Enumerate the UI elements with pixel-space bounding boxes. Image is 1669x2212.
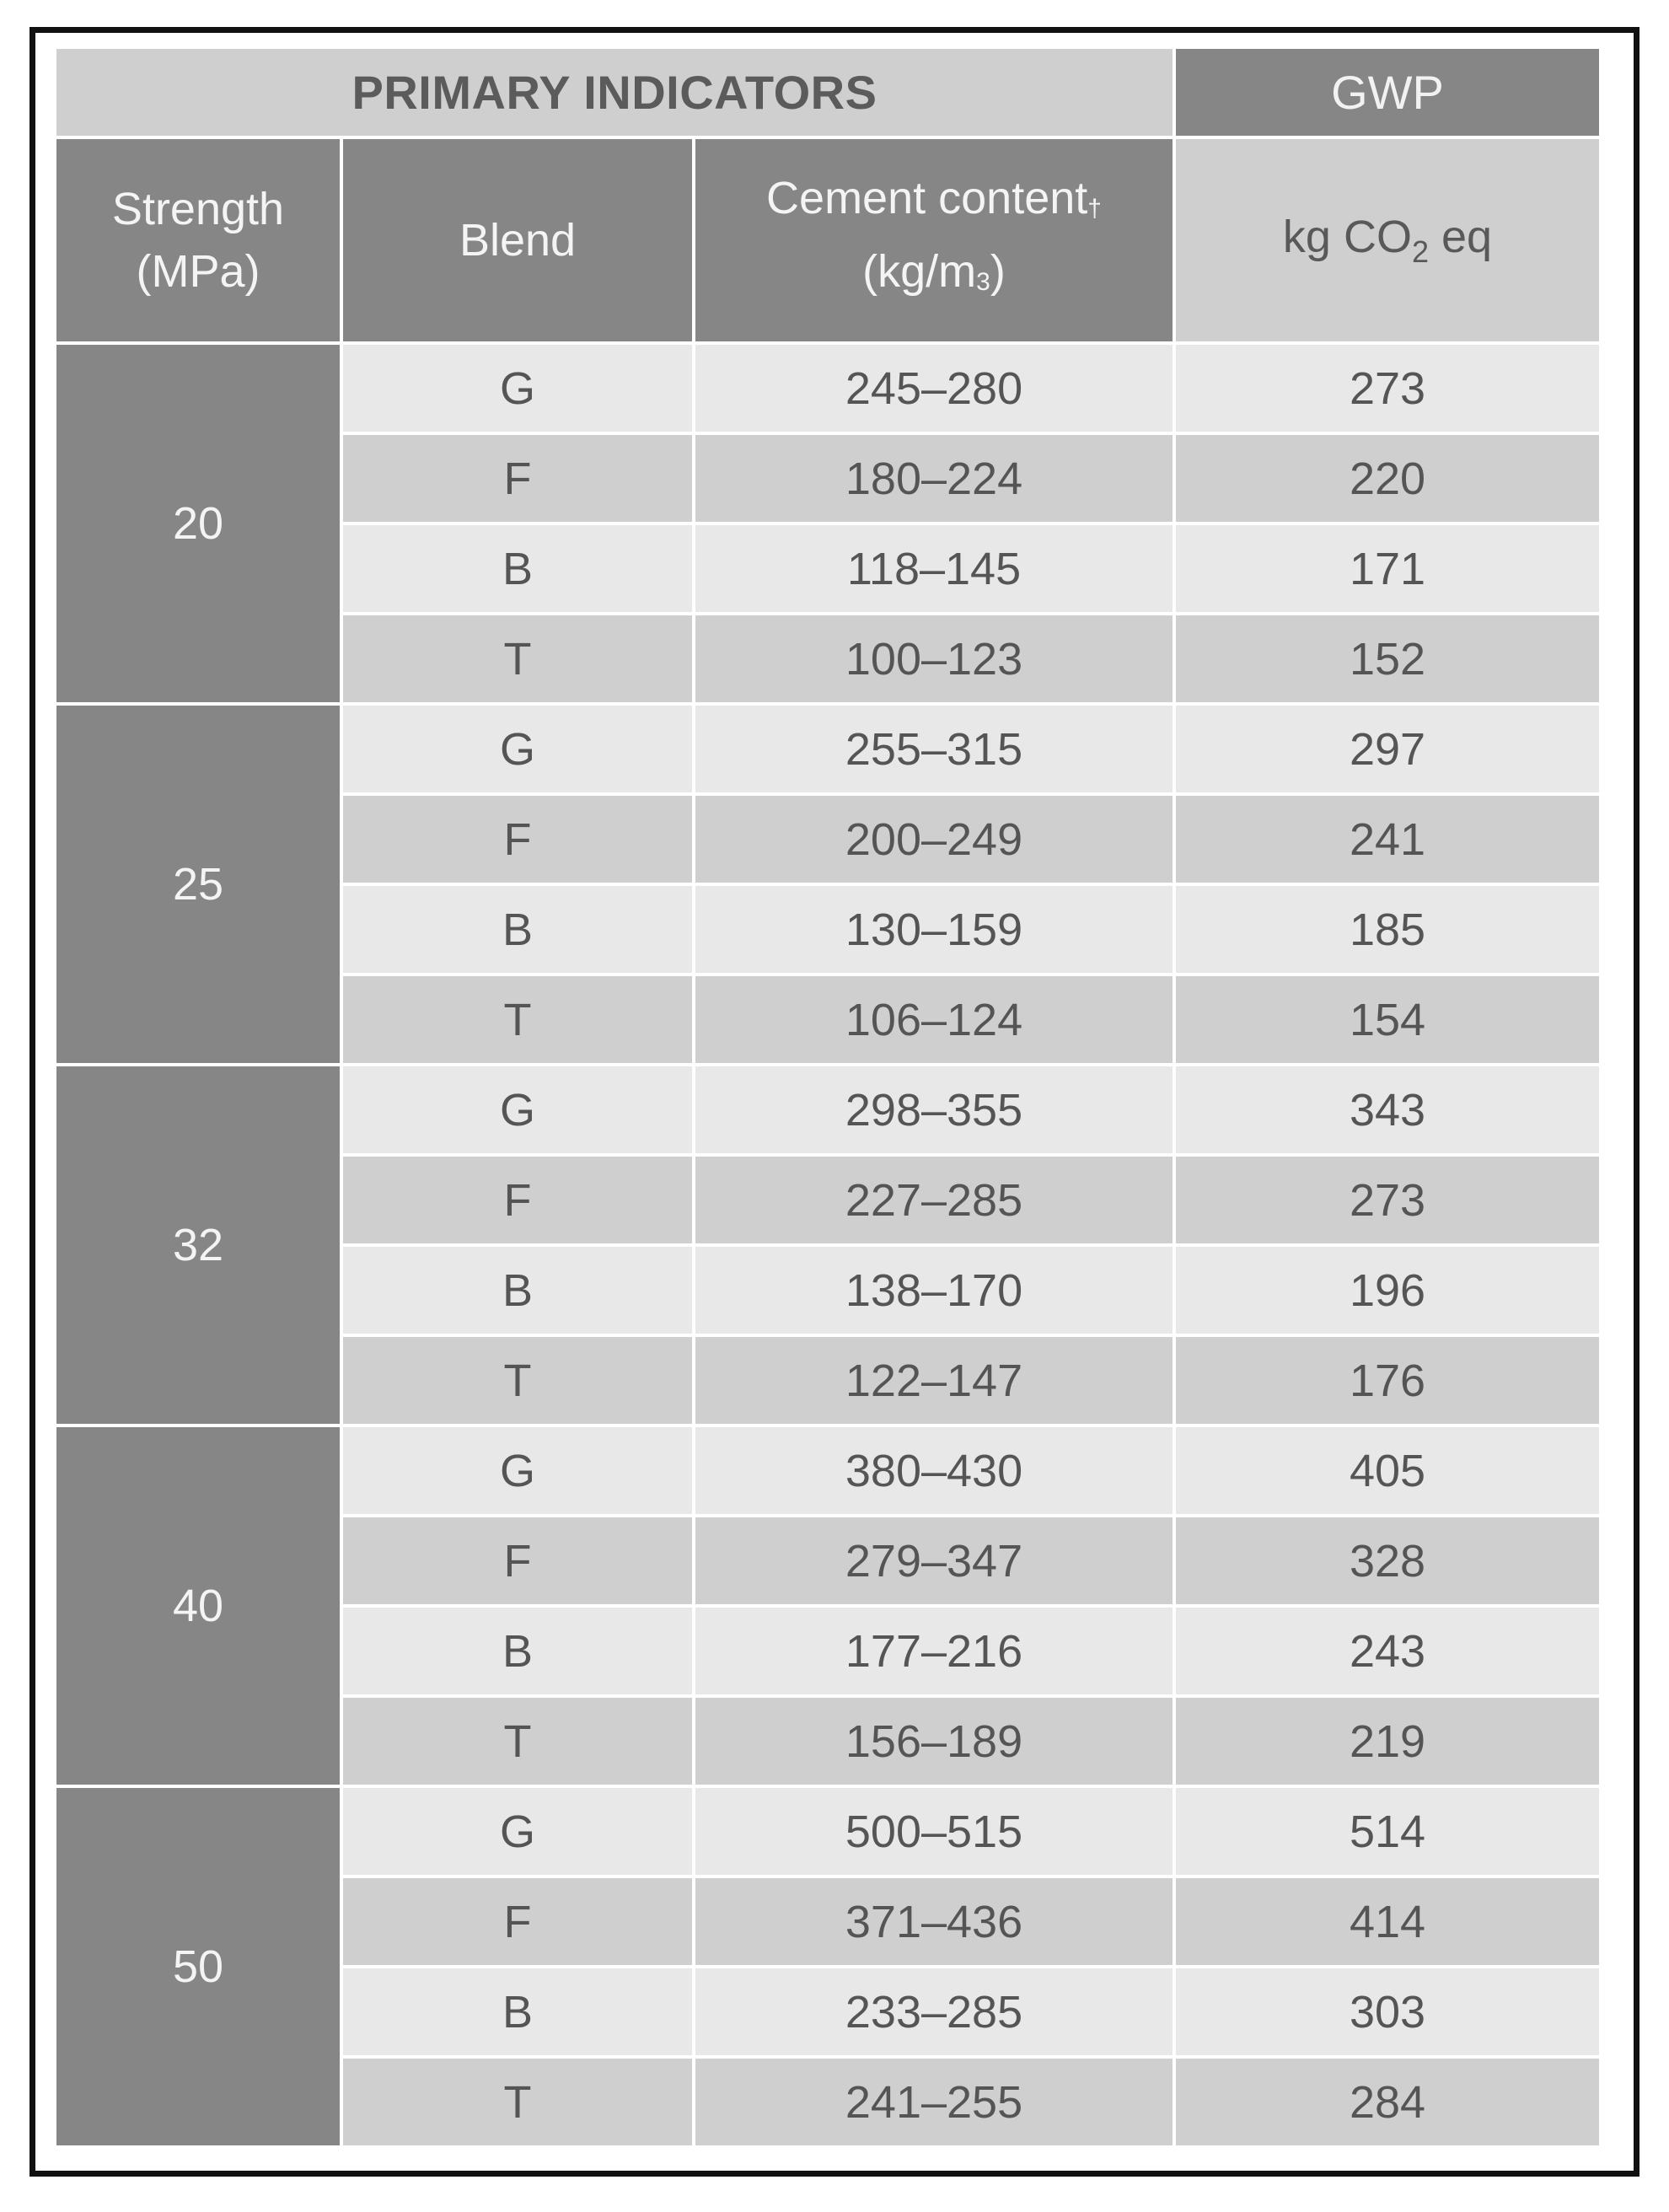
blend-cell: G xyxy=(343,706,692,792)
cement-content-cell: 200–249 xyxy=(695,796,1173,883)
blend-header: Blend xyxy=(343,139,692,341)
blend-cell: B xyxy=(343,886,692,973)
gwp-unit-b: eq xyxy=(1429,212,1493,263)
gwp-unit-header xyxy=(1176,139,1599,341)
cement-content-cell: 255–315 xyxy=(695,706,1173,792)
strength-header-line1: Strength xyxy=(111,184,285,234)
strength-cell: 25 xyxy=(56,706,340,1063)
primary-indicators-header: PRIMARY INDICATORS xyxy=(56,49,1173,136)
table-row xyxy=(56,1066,1599,1153)
strength-header xyxy=(56,139,340,341)
blend-cell: T xyxy=(343,976,692,1063)
table-row xyxy=(56,1788,1599,1875)
blend-cell: B xyxy=(343,525,692,612)
blend-cell: F xyxy=(343,1878,692,1965)
gwp-cell: 154 xyxy=(1176,976,1599,1063)
blend-cell: G xyxy=(343,1427,692,1514)
strength-cell: 32 xyxy=(56,1066,340,1424)
cement-content-cell: 177–216 xyxy=(695,1608,1173,1694)
cement-header-line1: Cement content xyxy=(766,173,1088,223)
blend-cell: G xyxy=(343,345,692,432)
strength-header-line2: (MPa) xyxy=(136,246,260,297)
gwp-cell: 405 xyxy=(1176,1427,1599,1514)
gwp-cell: 176 xyxy=(1176,1337,1599,1424)
cement-content-cell: 279–347 xyxy=(695,1517,1173,1604)
gwp-unit-sub: 2 xyxy=(1411,234,1429,269)
blend-cell: T xyxy=(343,1698,692,1785)
gwp-cell: 284 xyxy=(1176,2059,1599,2145)
strength-cell: 40 xyxy=(56,1427,340,1785)
blend-cell: T xyxy=(343,2059,692,2145)
blend-cell: F xyxy=(343,1517,692,1604)
gwp-header: GWP xyxy=(1176,49,1599,136)
gwp-cell: 219 xyxy=(1176,1698,1599,1785)
gwp-cell: 328 xyxy=(1176,1517,1599,1604)
gwp-cell: 297 xyxy=(1176,706,1599,792)
gwp-cell: 196 xyxy=(1176,1247,1599,1334)
gwp-cell: 273 xyxy=(1176,1157,1599,1243)
cement-content-cell: 380–430 xyxy=(695,1427,1173,1514)
gwp-cell: 273 xyxy=(1176,345,1599,432)
cement-header-unit-sub: 3 xyxy=(976,268,990,296)
blend-cell: F xyxy=(343,435,692,522)
indicators-table xyxy=(53,46,1602,2149)
cement-content-cell: 500–515 xyxy=(695,1788,1173,1875)
cement-content-cell: 298–355 xyxy=(695,1066,1173,1153)
cement-content-cell: 180–224 xyxy=(695,435,1173,522)
table-body xyxy=(56,345,1599,2145)
gwp-cell: 414 xyxy=(1176,1878,1599,1965)
blend-cell: F xyxy=(343,796,692,883)
gwp-cell: 152 xyxy=(1176,615,1599,702)
table-row xyxy=(56,345,1599,432)
cement-header-unit-a: (kg/m xyxy=(862,246,977,297)
blend-cell: F xyxy=(343,1157,692,1243)
cement-content-cell: 227–285 xyxy=(695,1157,1173,1243)
gwp-cell: 514 xyxy=(1176,1788,1599,1875)
cement-header-mark: † xyxy=(1087,195,1102,223)
cement-content-cell: 371–436 xyxy=(695,1878,1173,1965)
blend-cell: B xyxy=(343,1247,692,1334)
gwp-cell: 241 xyxy=(1176,796,1599,883)
blend-cell: T xyxy=(343,615,692,702)
gwp-cell: 220 xyxy=(1176,435,1599,522)
cement-content-cell: 118–145 xyxy=(695,525,1173,612)
gwp-cell: 303 xyxy=(1176,1968,1599,2055)
cement-content-cell: 122–147 xyxy=(695,1337,1173,1424)
cement-content-cell: 245–280 xyxy=(695,345,1173,432)
gwp-cell: 185 xyxy=(1176,886,1599,973)
blend-cell: B xyxy=(343,1608,692,1694)
cement-content-cell: 138–170 xyxy=(695,1247,1173,1334)
table-row xyxy=(56,1427,1599,1514)
cement-content-cell: 130–159 xyxy=(695,886,1173,973)
blend-cell: B xyxy=(343,1968,692,2055)
cement-content-cell: 106–124 xyxy=(695,976,1173,1063)
strength-cell: 20 xyxy=(56,345,340,702)
cement-header-unit-b: ) xyxy=(990,246,1006,297)
cement-content-cell: 241–255 xyxy=(695,2059,1173,2145)
strength-cell: 50 xyxy=(56,1788,340,2145)
cement-content-cell: 156–189 xyxy=(695,1698,1173,1785)
cement-content-cell: 233–285 xyxy=(695,1968,1173,2055)
gwp-cell: 243 xyxy=(1176,1608,1599,1694)
cement-content-header xyxy=(695,139,1173,341)
blend-cell: T xyxy=(343,1337,692,1424)
table-row xyxy=(56,706,1599,792)
gwp-cell: 343 xyxy=(1176,1066,1599,1153)
gwp-cell: 171 xyxy=(1176,525,1599,612)
blend-cell: G xyxy=(343,1788,692,1875)
gwp-unit-a: kg CO xyxy=(1282,212,1412,263)
cement-content-cell: 100–123 xyxy=(695,615,1173,702)
blend-cell: G xyxy=(343,1066,692,1153)
